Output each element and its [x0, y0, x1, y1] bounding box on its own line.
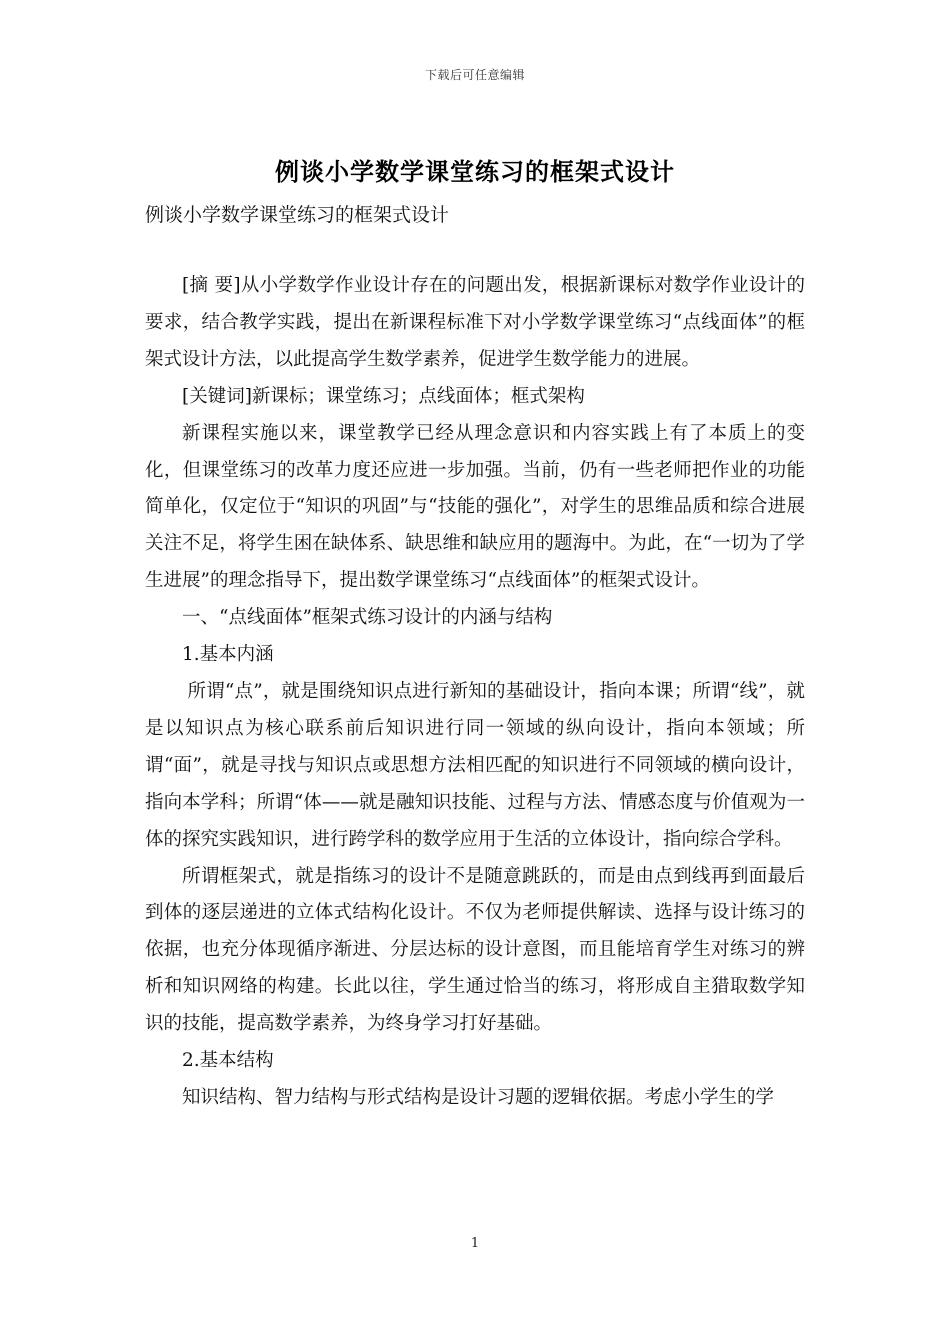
document-body — [145, 268, 805, 1117]
document-title: 例谈小学数学课堂练习的框架式设计 — [275, 157, 675, 186]
abstract-paragraph: [摘 要]从小学数学作业设计存在的问题出发，根据新课标对数学作业设计的要求，结合教学实践，提出在新课程标准下对小学数学课堂练习“点线面体”的框架式设计方法，以此提高学生数学素养，促进学生数学能力的进展。 — [145, 275, 805, 370]
section-heading-1: 一、“点线面体”框架式练习设计的内涵与结构 — [182, 607, 553, 629]
intro-paragraph: 新课程实施以来，课堂教学已经从理念意识和内容实践上有了本质上的变化，但课堂练习的改革力度还应进一步加强。当前，仍有一些老师把作业的功能简单化，仅定位于“知识的巩固”与“技能的强化”，对学生的思维品质和综合进展关注不足，将学生困在缺体系、缺思维和缺应用的题海中。为此，在“一切为了学生进展”的理念指导下，提出数学课堂练习“点线面体”的框架式设计。 — [145, 422, 805, 592]
definition-paragraph: 所谓“点”，就是围绕知识点进行新知的基础设计，指向本课；所谓“线”，就是以知识点为核心联系前后知识进行同一领域的纵向设计，指向本领域；所谓“面”，就是寻找与知识点或思想方法相匹配的知识进行不同领域的横向设计，指向本学科；所谓“体——就是融知识技能、过程与方法、情感态度与价值观为一体的探究实践知识，进行跨学科的数学应用于生活的立体设计，指向综合学科。 — [145, 680, 805, 850]
header-note: 下载后可任意编辑 — [424, 68, 525, 82]
page-number: 1 — [470, 1236, 480, 1251]
subsection-heading-2: 2.基本结构 — [182, 1050, 274, 1072]
framework-paragraph: 所谓框架式，就是指练习的设计不是随意跳跃的，而是由点到线再到面最后到体的逐层递进的立体式结构化设计。不仅为老师提供解读、选择与设计练习的依据，也充分体现循序渐进、分层达标的设计意图，而且能培育学生对练习的辨析和知识网络的构建。长此以往，学生通过恰当的练习，将形成自主猎取数学知识的技能，提高数学素养，为终身学习打好基础。 — [145, 865, 805, 1035]
subsection-heading-1: 1.基本内涵 — [182, 644, 274, 666]
structure-paragraph: 知识结构、智力结构与形式结构是设计习题的逻辑依据。考虑小学生的学 — [182, 1086, 775, 1108]
document-subtitle: 例谈小学数学课堂练习的框架式设计 — [145, 204, 450, 226]
keywords-paragraph: [关键词]新课标；课堂练习；点线面体；框式架构 — [182, 385, 585, 407]
